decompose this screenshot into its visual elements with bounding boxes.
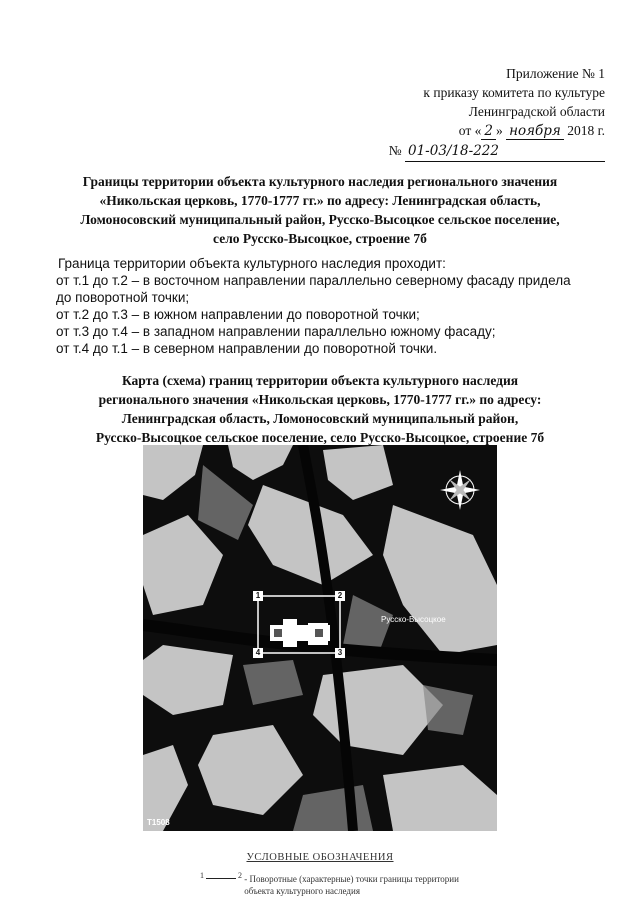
boundary-point-3: 3 [335, 648, 345, 658]
number-value: 01-03/18-222 [408, 143, 499, 159]
description-row-3: от т.3 до т.4 – в западном направлении параллельно южному фасаду; [56, 324, 496, 339]
boundary-point-2: 2 [335, 591, 345, 601]
number-prefix: № [388, 143, 402, 158]
boundary-description [58, 255, 604, 357]
appendix-line-2: к приказу комитета по культуре [423, 85, 605, 100]
legend-text: - Поворотные (характерные) точки границы территории объекта культурного наследия [244, 874, 459, 896]
boundary-point-1: 1 [253, 591, 263, 601]
map-place-label: Русско-Высоцкое [381, 615, 446, 624]
map-code-label: Т1508 [147, 818, 170, 827]
date-year: 2018 г. [567, 123, 605, 138]
appendix-date [389, 121, 605, 141]
description-row-2: от т.2 до т.3 – в южном направлении до поворотной точки; [56, 307, 420, 322]
appendix-header [389, 64, 605, 162]
appendix-number [389, 141, 605, 162]
date-prefix: от « [458, 123, 482, 138]
legend-sym-a: 1 [200, 871, 204, 880]
map-title [40, 371, 600, 447]
appendix-line-1: Приложение № 1 [506, 66, 605, 81]
title-line-1: Границы территории объекта культурного наследия регионального значения [82, 174, 558, 189]
date-mid: » [495, 123, 503, 138]
description-intro: Граница территории объекта культурного наследия проходит: [58, 256, 446, 271]
map-title-line-2: регионального значения «Никольская церковь, 1770-1777 гг.» по адресу: [98, 392, 542, 407]
title-line-4: село Русско-Высоцкое, строение 7б [213, 231, 427, 246]
title-line-3: Ломоносовский муниципальный район, Русско-Высоцкое сельское поселение, [80, 212, 560, 227]
date-month: ноября [506, 123, 564, 140]
document-title [40, 172, 600, 248]
title-line-2: «Никольская церковь, 1770-1777 гг.» по адресу: Ленинградская область, [99, 193, 541, 208]
appendix-line-3: Ленинградской области [468, 104, 605, 119]
description-row-4: от т.4 до т.1 – в северном направлении до поворотной точки. [56, 341, 438, 356]
description-row-1a: от т.1 до т.2 – в восточном направлении параллельно северному фасаду придела [56, 273, 571, 288]
aerial-map-image [143, 445, 497, 831]
map-title-line-1: Карта (схема) границ территории объекта культурного наследия [121, 373, 519, 388]
description-row-1b: до поворотной точки; [56, 290, 190, 305]
legend-title: УСЛОВНЫЕ ОБОЗНАЧЕНИЯ [246, 852, 394, 863]
legend-row [200, 873, 500, 897]
boundary-symbol-icon [200, 873, 242, 885]
aerial-map [143, 445, 497, 831]
boundary-point-4: 4 [253, 648, 263, 658]
map-title-line-3: Ленинградская область, Ломоносовский муниципальный район, [121, 411, 519, 426]
legend-sym-b: 2 [238, 871, 242, 880]
map-title-line-4: Русско-Высоцкое сельское поселение, село Русско-Высоцкое, строение 7б [95, 430, 545, 445]
date-day: 2 [481, 123, 496, 140]
